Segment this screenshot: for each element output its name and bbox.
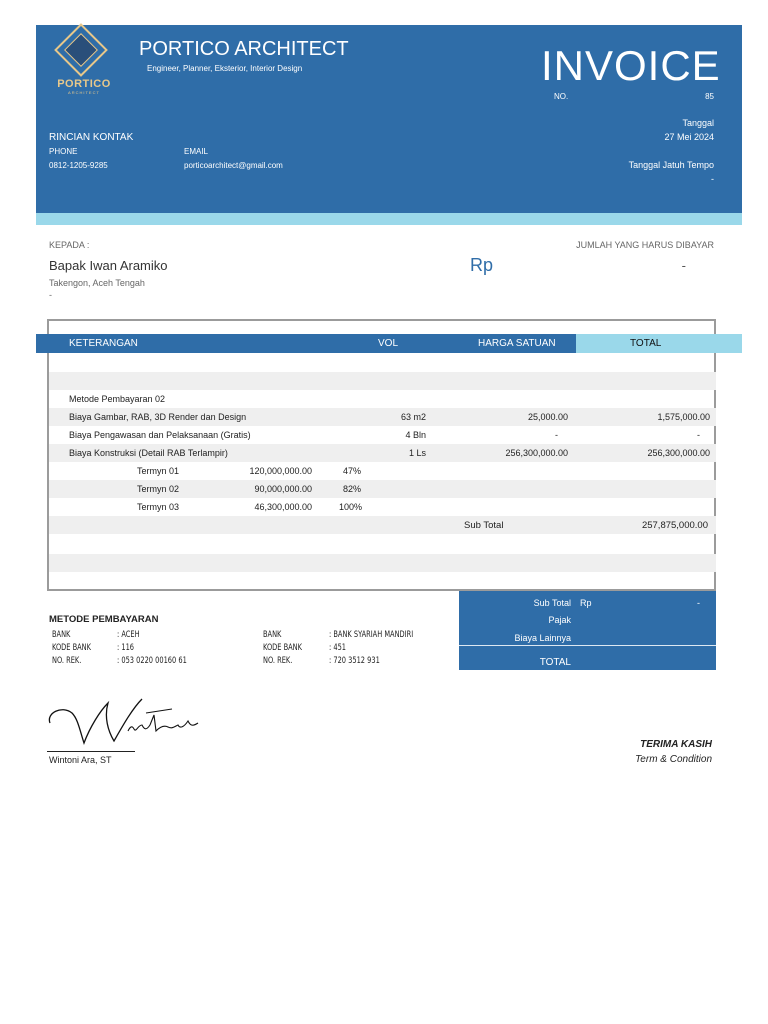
term-label: Termyn 03 (137, 502, 180, 512)
summary-total-label: TOTAL (539, 657, 571, 668)
item-description: Biaya Gambar, RAB, 3D Render dan Design (69, 412, 247, 422)
recipient-label: KEPADA : (49, 240, 90, 250)
header-unit-price: HARGA SATUAN (478, 338, 556, 349)
item-total: 256,300,000.00 (647, 448, 710, 458)
term-row (49, 462, 716, 480)
invoice-title: INVOICE (541, 42, 721, 89)
logo-text: PORTICO (57, 78, 111, 90)
bank1-name-label: BANK (52, 630, 71, 640)
recipient-extra: - (49, 290, 52, 300)
table-band (49, 554, 716, 572)
amount-due-label: JUMLAH YANG HARUS DIBAYAR (576, 240, 714, 250)
item-total: - (697, 430, 700, 440)
term-row (49, 498, 716, 516)
section-title-row (49, 390, 716, 408)
table-row (49, 444, 716, 462)
email-value: porticoarchitect@gmail.com (184, 161, 283, 170)
summary-box (459, 591, 716, 670)
bank1-name-value: : ACEH (117, 630, 140, 640)
phone-label: PHONE (49, 147, 78, 156)
term-amount: 120,000,000.00 (249, 466, 312, 476)
bank2-name-value: : BANK SYARIAH MANDIRI (329, 630, 414, 640)
table-band (49, 372, 716, 390)
table-row (49, 426, 716, 444)
term-amount: 90,000,000.00 (254, 484, 312, 494)
subtotal-value: 257,875,000.00 (641, 520, 708, 531)
summary-subtotal-value: - (697, 598, 700, 608)
contact-title: RINCIAN KONTAK (49, 132, 134, 143)
bank2-account-label: NO. REK. (263, 656, 293, 666)
table-header (36, 334, 742, 353)
header-vol: VOL (378, 338, 399, 349)
bank2-code-label: KODE BANK (263, 643, 303, 653)
bank1-account-label: NO. REK. (52, 656, 82, 666)
term-percent: 82% (343, 484, 362, 494)
invoice-number-label: NO. (554, 92, 569, 101)
item-vol: 63 m2 (400, 412, 426, 422)
payment-method-title: METODE PEMBAYARAN (49, 614, 159, 625)
recipient-address: Takengon, Aceh Tengah (49, 278, 145, 288)
amount-due-value: - (681, 258, 686, 273)
item-description: Biaya Konstruksi (Detail RAB Terlampir) (69, 448, 228, 458)
term-percent: 47% (343, 466, 362, 476)
signer-name: Wintoni Ara, ST (49, 755, 112, 765)
date-label: Tanggal (682, 118, 714, 128)
item-total: 1,575,000.00 (657, 412, 710, 422)
item-vol: 4 Bln (405, 430, 426, 440)
summary-currency: Rp (580, 598, 592, 608)
summary-tax-label: Pajak (548, 615, 571, 625)
bank1-account-value: : 053 0220 00160 61 (117, 656, 187, 666)
phone-value: 0812-1205-9285 (49, 161, 108, 170)
summary-other-label: Biaya Lainnya (514, 633, 571, 643)
summary-divider (459, 645, 716, 646)
header-total: TOTAL (630, 338, 662, 349)
summary-subtotal-label: Sub Total (533, 598, 571, 608)
company-tagline: Engineer, Planner, Eksterior, Interior Design (147, 64, 303, 73)
email-label: EMAIL (184, 147, 209, 156)
bank1-code-label: KODE BANK (52, 643, 92, 653)
subtotal-row (49, 516, 716, 534)
invoice-number-value: 85 (705, 92, 714, 101)
amount-due-currency: Rp (470, 255, 494, 275)
bank2-code-value: : 451 (329, 643, 347, 653)
section-title: Metode Pembayaran 02 (69, 394, 166, 404)
item-description: Biaya Pengawasan dan Pelaksanaan (Gratis) (69, 430, 251, 440)
company-logo (36, 25, 136, 101)
bank1-code-value: : 116 (117, 643, 135, 653)
header-total-cell (576, 334, 742, 353)
recipient-name: Bapak Iwan Aramiko (49, 258, 168, 273)
item-unit-price: - (555, 430, 558, 440)
term-percent: 100% (339, 502, 363, 512)
term-label: Termyn 02 (137, 484, 180, 494)
item-unit-price: 256,300,000.00 (505, 448, 568, 458)
item-unit-price: 25,000.00 (527, 412, 568, 422)
company-name: PORTICO ARCHITECT (139, 38, 349, 60)
header-accent-strip (36, 213, 742, 225)
invoice-header (36, 25, 742, 213)
bank2-name-label: BANK (263, 630, 282, 640)
terms-text: Term & Condition (635, 754, 712, 765)
subtotal-label: Sub Total (464, 520, 504, 531)
thank-you-text: TERIMA KASIH (640, 739, 712, 750)
due-date-value: - (711, 174, 714, 184)
header-description: KETERANGAN (69, 338, 138, 349)
bank2-account-value: : 720 3512 931 (329, 656, 380, 666)
due-date-label: Tanggal Jatuh Tempo (628, 160, 714, 170)
logo-subtext: ARCHITECT (68, 90, 100, 95)
term-row (49, 480, 716, 498)
item-vol: 1 Ls (408, 448, 426, 458)
term-label: Termyn 01 (137, 466, 180, 476)
signature-image (42, 691, 212, 751)
signature-line (47, 751, 135, 752)
table-row (49, 408, 716, 426)
term-amount: 46,300,000.00 (254, 502, 312, 512)
date-value: 27 Mei 2024 (664, 132, 714, 142)
